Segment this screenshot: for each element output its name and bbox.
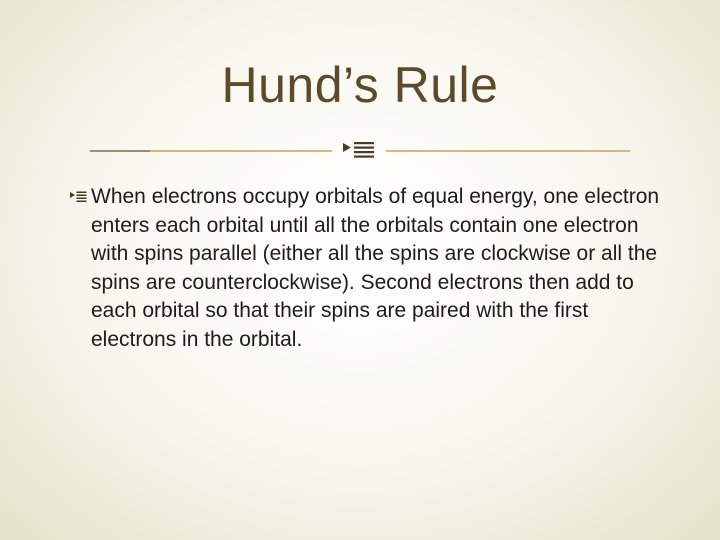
list-lines-icon — [70, 190, 87, 204]
bullet-item — [70, 183, 670, 354]
list-lines-icon — [343, 142, 374, 158]
bullet-text: When electrons occupy orbitals of equal energy, one electron enters each orbital until all the orbitals contain one electron with spins parallel (either all the spins are clockwise or all the spins are counterclockwise). Second electrons then add to each orbital so that their spins are paired with the first electrons in the orbital. — [91, 185, 660, 351]
slide-title: Hund’s Rule — [221, 57, 499, 113]
title-divider — [90, 136, 630, 166]
bullet-list — [70, 183, 670, 354]
